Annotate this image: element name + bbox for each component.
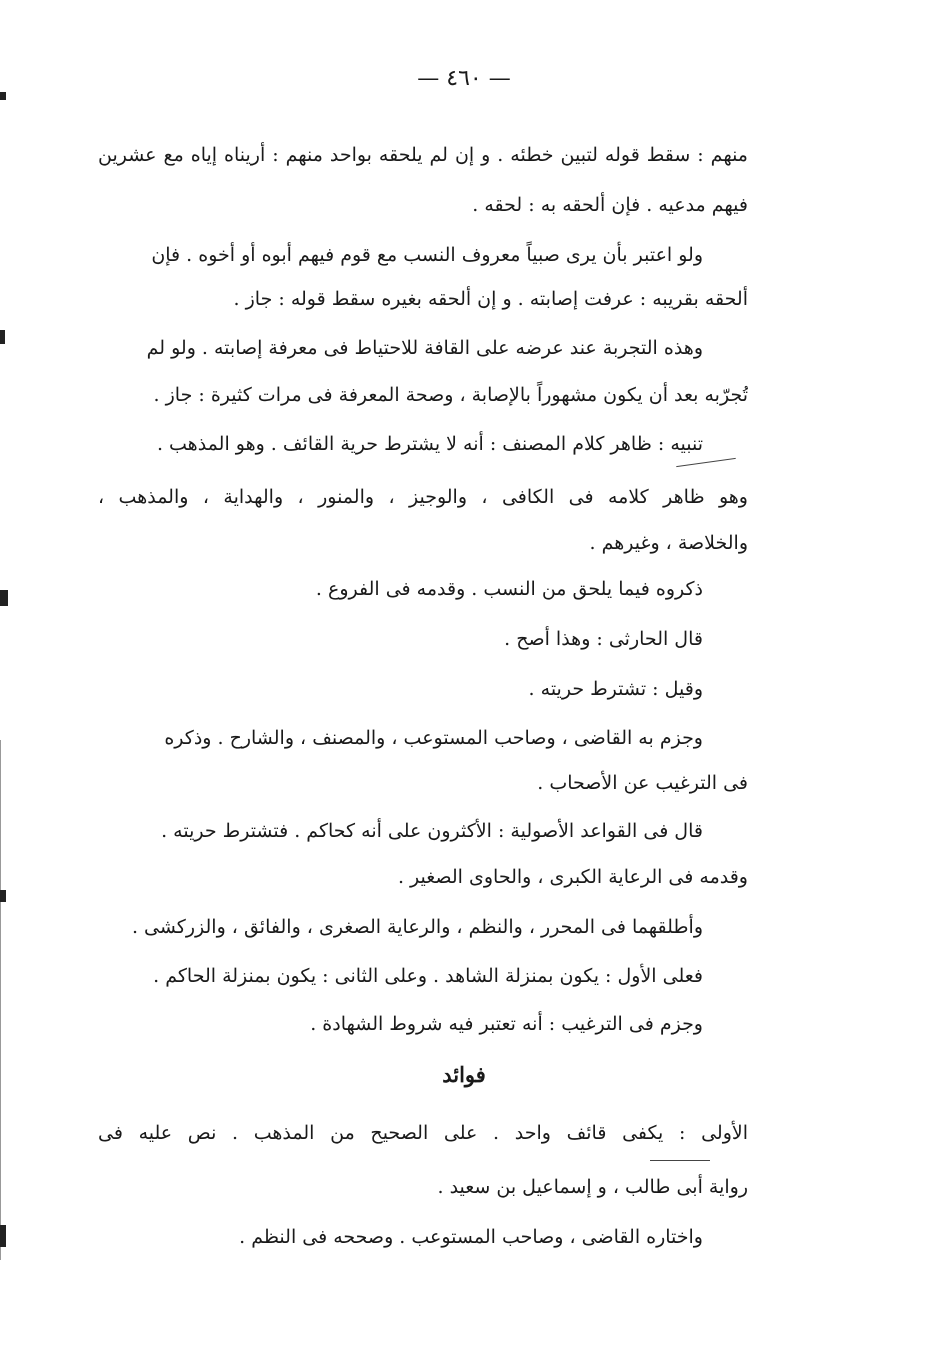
text-line-22: واختاره القاضى ، وصاحب المستوعب . وصححه فى النظم . bbox=[239, 1226, 703, 1248]
text-line-21: رواية أبى طالب ، و إسماعيل بن سعيد . bbox=[437, 1176, 748, 1198]
section-heading: فوائد bbox=[442, 1062, 486, 1087]
text-line-5: وهذه التجربة عند عرضه على القافة للاحتياط فى معرفة إصابته . ولو لم bbox=[146, 337, 703, 359]
text-line-10: ذكروه فيما يلحق من النسب . وقدمه فى الفروع . bbox=[315, 578, 703, 600]
text-line-19: وجزم فى الترغيب : أنه تعتبر فيه شروط الشهادة . bbox=[310, 1013, 703, 1035]
text-line-7: تنبيه : ظاهر كلام المصنف : أنه لا يشترط حرية القائف . وهو المذهب . bbox=[156, 433, 703, 455]
text-line-14: فى الترغيب عن الأصحاب . bbox=[537, 772, 748, 794]
text-line-17: وأطلقهما فى المحرر ، والنظم ، والرعاية الصغرى ، والفائق ، والزركشى . bbox=[131, 916, 703, 938]
scan-margin-line bbox=[0, 740, 1, 1260]
scan-margin-mark bbox=[0, 92, 6, 100]
scan-margin-mark bbox=[0, 590, 8, 606]
text-line-9: والخلاصة ، وغيرهم . bbox=[589, 532, 748, 554]
text-line-20: الأولى : يكفى قائف واحد . على الصحيح من المذهب . نص عليه فى bbox=[98, 1122, 748, 1144]
text-line-1: منهم : سقط قوله لتبين خطئه . و إن لم يلحقه بواحد منهم : أريناه إياه مع عشرين bbox=[98, 144, 748, 166]
text-line-2: فيهم مدعيه . فإن ألحقه به : لحقه . bbox=[472, 194, 748, 216]
text-line-3: ولو اعتبر بأن يرى صبياً معروف النسب مع قوم فيهم أبوه أو أخوه . فإن bbox=[151, 244, 703, 266]
text-line-15: قال فى القواعد الأصولية : الأكثرون على أنه كحاكم . فتشترط حريته . bbox=[161, 820, 703, 842]
scan-margin-mark bbox=[0, 1225, 6, 1247]
page-number: — ٤٦٠ — bbox=[417, 66, 511, 91]
text-line-8: وهو ظاهر كلامه فى الكافى ، والوجيز ، والمنور ، والهداية ، والمذهب ، bbox=[98, 486, 748, 508]
text-line-16: وقدمه فى الرعاية الكبرى ، والحاوى الصغير . bbox=[397, 866, 748, 888]
text-line-11: قال الحارثى : وهذا أصح . bbox=[504, 628, 703, 650]
text-line-12: وقيل : تشترط حريته . bbox=[528, 678, 703, 700]
scan-margin-mark bbox=[0, 330, 5, 344]
text-line-4: ألحقه بقريبه : عرفت إصابته . و إن ألحقه بغيره سقط قوله : جاز . bbox=[233, 288, 748, 310]
text-line-18: فعلى الأول : يكون بمنزلة الشاهد . وعلى الثانى : يكون بمنزلة الحاكم . bbox=[153, 965, 703, 987]
scan-margin-mark bbox=[0, 890, 6, 902]
text-line-6: تُجرّبه بعد أن يكون مشهوراً بالإصابة ، وصحة المعرفة فى مرات كثيرة : جاز . bbox=[153, 384, 748, 406]
text-line-13: وجزم به القاضى ، وصاحب المستوعب ، والمصنف ، والشارح . وذكره bbox=[164, 727, 703, 749]
ula-underline bbox=[650, 1160, 710, 1161]
